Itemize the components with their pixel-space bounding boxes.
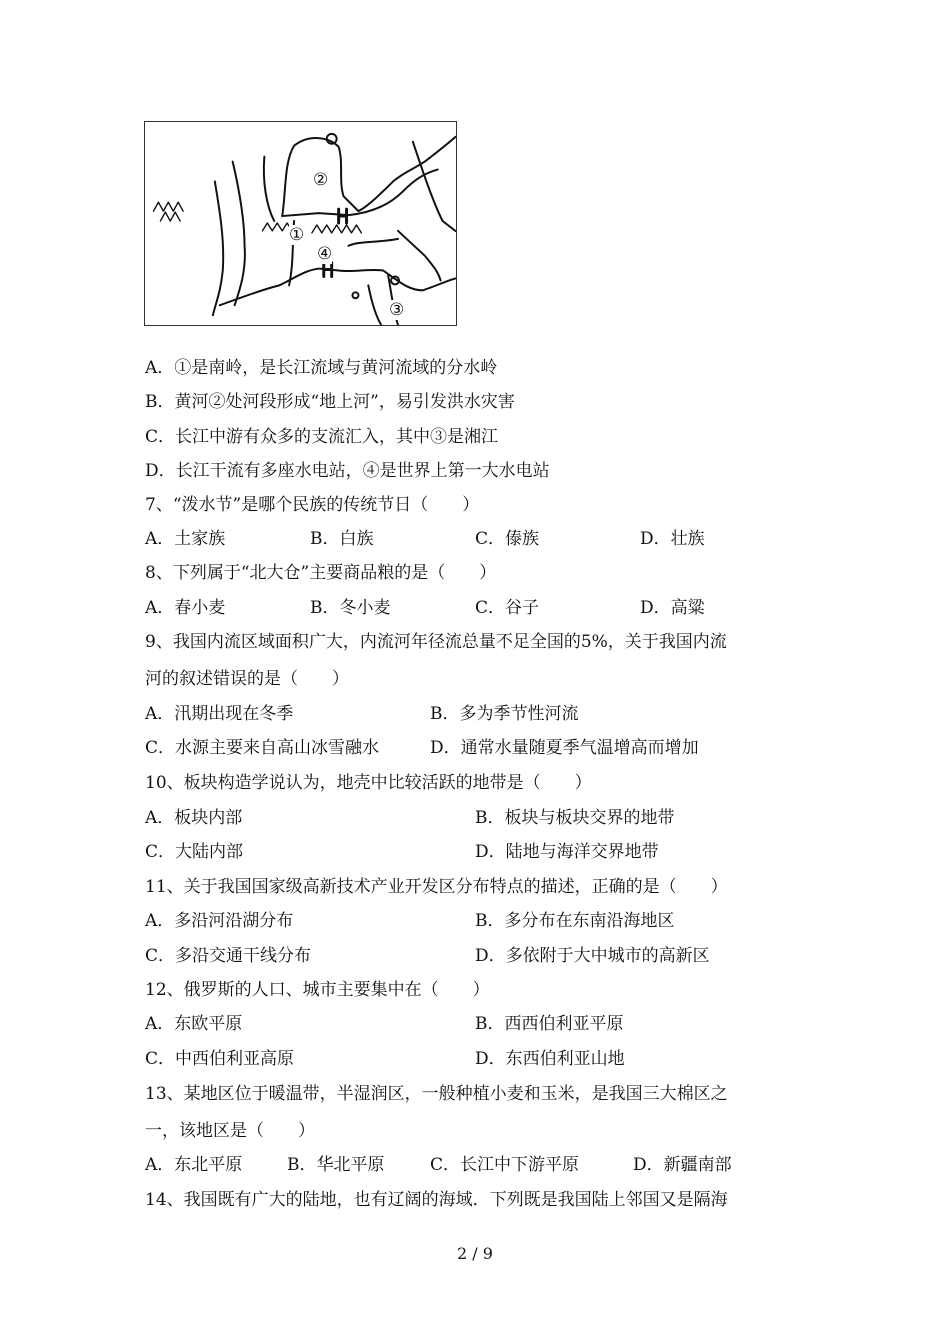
q8-option-d: D．高粱 — [640, 598, 705, 618]
q9-option-d: D．通常水量随夏季气温增高而增加 — [430, 738, 699, 758]
q12-stem: 12、俄罗斯的人口、城市主要集中在（ ） — [145, 980, 490, 1000]
q11-option-b: B．多分布在东南沿海地区 — [475, 911, 675, 931]
q10-option-a: A．板块内部 — [145, 808, 243, 828]
q7-option-d: D．壮族 — [640, 529, 705, 549]
q11-option-d: D．多依附于大中城市的高新区 — [475, 946, 710, 966]
q7-option-b: B．白族 — [310, 529, 374, 549]
q14-stem-line1: 14、我国既有广大的陆地，也有辽阔的海域．下列既是我国陆上邻国又是隔海 — [145, 1190, 728, 1210]
q6-option-a: A．①是南岭，是长江流域与黄河流域的分水岭 — [145, 358, 498, 378]
river-map-figure — [144, 121, 457, 326]
q10-stem: 10、板块构造学说认为，地壳中比较活跃的地带是（ ） — [145, 773, 592, 793]
q7-stem: 7、“泼水节”是哪个民族的传统节日（ ） — [145, 495, 480, 515]
q13-option-a: A．东北平原 — [145, 1155, 243, 1175]
q13-option-b: B．华北平原 — [287, 1155, 385, 1175]
q9-option-c: C．水源主要来自高山冰雪融水 — [145, 738, 380, 758]
q12-option-d: D．东西伯利亚山地 — [475, 1049, 625, 1069]
q9-stem-line2: 河的叙述错误的是（ ） — [145, 669, 349, 689]
q11-option-c: C．多沿交通干线分布 — [145, 946, 312, 966]
q12-option-b: B．西西伯利亚平原 — [475, 1014, 624, 1034]
q10-option-d: D．陆地与海洋交界地带 — [475, 842, 659, 862]
q11-stem: 11、关于我国国家级高新技术产业开发区分布特点的描述，正确的是（ ） — [145, 877, 728, 897]
map-label-3: ③ — [389, 300, 405, 320]
q13-option-c: C．长江中下游平原 — [430, 1155, 580, 1175]
map-label-2: ② — [313, 170, 329, 190]
q9-option-a: A．汛期出现在冬季 — [145, 704, 294, 724]
q9-stem-line1: 9、我国内流区域面积广大，内流河年径流总量不足全国的5%，关于我国内流 — [145, 632, 727, 652]
map-label-4: ④ — [317, 244, 333, 264]
q13-stem-line1: 13、某地区位于暖温带，半湿润区，一般种植小麦和玉米，是我国三大棉区之 — [145, 1084, 728, 1104]
map-label-1: ① — [289, 225, 305, 245]
q7-option-a: A．土家族 — [145, 529, 226, 549]
q6-option-b: B．黄河②处河段形成“地上河”，易引发洪水灾害 — [145, 392, 515, 412]
q10-option-b: B．板块与板块交界的地带 — [475, 808, 675, 828]
q8-stem: 8、下列属于“北大仓”主要商品粮的是（ ） — [145, 563, 497, 583]
q12-option-c: C．中西伯利亚高原 — [145, 1049, 295, 1069]
q8-option-a: A．春小麦 — [145, 598, 226, 618]
q9-option-b: B．多为季节性河流 — [430, 704, 579, 724]
q11-option-a: A．多沿河沿湖分布 — [145, 911, 294, 931]
q7-option-c: C．傣族 — [475, 529, 540, 549]
q13-stem-line2: 一，该地区是（ ） — [145, 1121, 315, 1141]
q8-option-c: C．谷子 — [475, 598, 540, 618]
page-number: 2 / 9 — [457, 1244, 493, 1263]
q6-option-d: D．长江干流有多座水电站，④是世界上第一大水电站 — [145, 461, 550, 481]
q12-option-a: A．东欧平原 — [145, 1014, 243, 1034]
q8-option-b: B．冬小麦 — [310, 598, 391, 618]
q6-option-c: C．长江中游有众多的支流汇入，其中③是湘江 — [145, 427, 499, 447]
q10-option-c: C．大陆内部 — [145, 842, 244, 862]
q13-option-d: D．新疆南部 — [633, 1155, 732, 1175]
